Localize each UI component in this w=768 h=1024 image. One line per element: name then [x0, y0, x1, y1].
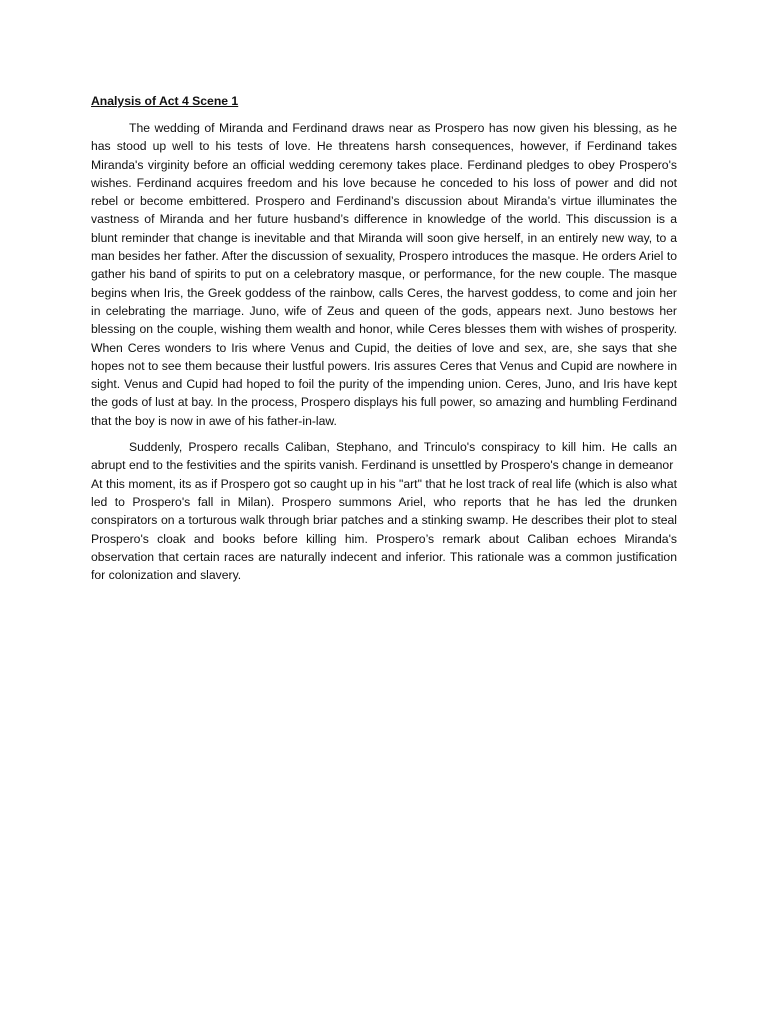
- document-body: [91, 92, 677, 584]
- paragraph-1: The wedding of Miranda and Ferdinand draws near as Prospero has now given his blessing, as he has stood up well to his tests of love. He threatens harsh consequences, however, if Ferdinand takes Miranda's virginity before an official wedding ceremony takes place. Ferdinand pledges to obey Prospero's wishes. Ferdinand acquires freedom and his love because he conceded to his loss of power and did not rebel or become embittered. Prospero and Ferdinand’s discussion about Miranda’s virtue illuminates the vastness of Miranda and her future husband’s difference in knowledge of the world. This discussion is a blunt reminder that change is inevitable and that Miranda will soon give herself, in an entirely new way, to a man besides her father. After the discussion of sexuality, Prospero introduces the masque. He orders Ariel to gather his band of spirits to put on a celebratory masque, or performance, for the new couple. The masque begins when Iris, the Greek goddess of the rainbow, calls Ceres, the harvest goddess, to come and join her in celebrating the marriage. Juno, wife of Zeus and queen of the gods, appears next. Juno bestows her blessing on the couple, wishing them wealth and honor, while Ceres blesses them with wishes of prosperity. When Ceres wonders to Iris where Venus and Cupid, the deities of love and sex, are, she says that she hopes not to see them because their lustful powers. Iris assures Ceres that Venus and Cupid are nowhere in sight. Venus and Cupid had hoped to foil the purity of the impending union. Ceres, Juno, and Iris have kept the gods of lust at bay. In the process, Prospero displays his full power, so amazing and humbling Ferdinand that the boy is now in awe of his father-in-law.: [91, 121, 677, 428]
- paragraph-3: At this moment, its as if Prospero got so caught up in his "art" that he lost track of real life (which is also what led to Prospero's fall in Milan). Prospero summons Ariel, who reports that he has led the drunken conspirators on a torturous walk through briar patches and a stinking swamp. He describes their plot to steal Prospero's cloak and books before killing him. Prospero’s remark about Caliban echoes Miranda's observation that certain races are naturally indecent and inferior. This rationale was a common justification for colonization and slavery.: [91, 476, 677, 583]
- paragraph-2: Suddenly, Prospero recalls Caliban, Stephano, and Trinculo's conspiracy to kill him. He calls an abrupt end to the festivities and the spirits vanish. Ferdinand is unsettled by Prospero's change in demeanor: [91, 440, 677, 473]
- document-title: Analysis of Act 4 Scene 1: [91, 94, 239, 108]
